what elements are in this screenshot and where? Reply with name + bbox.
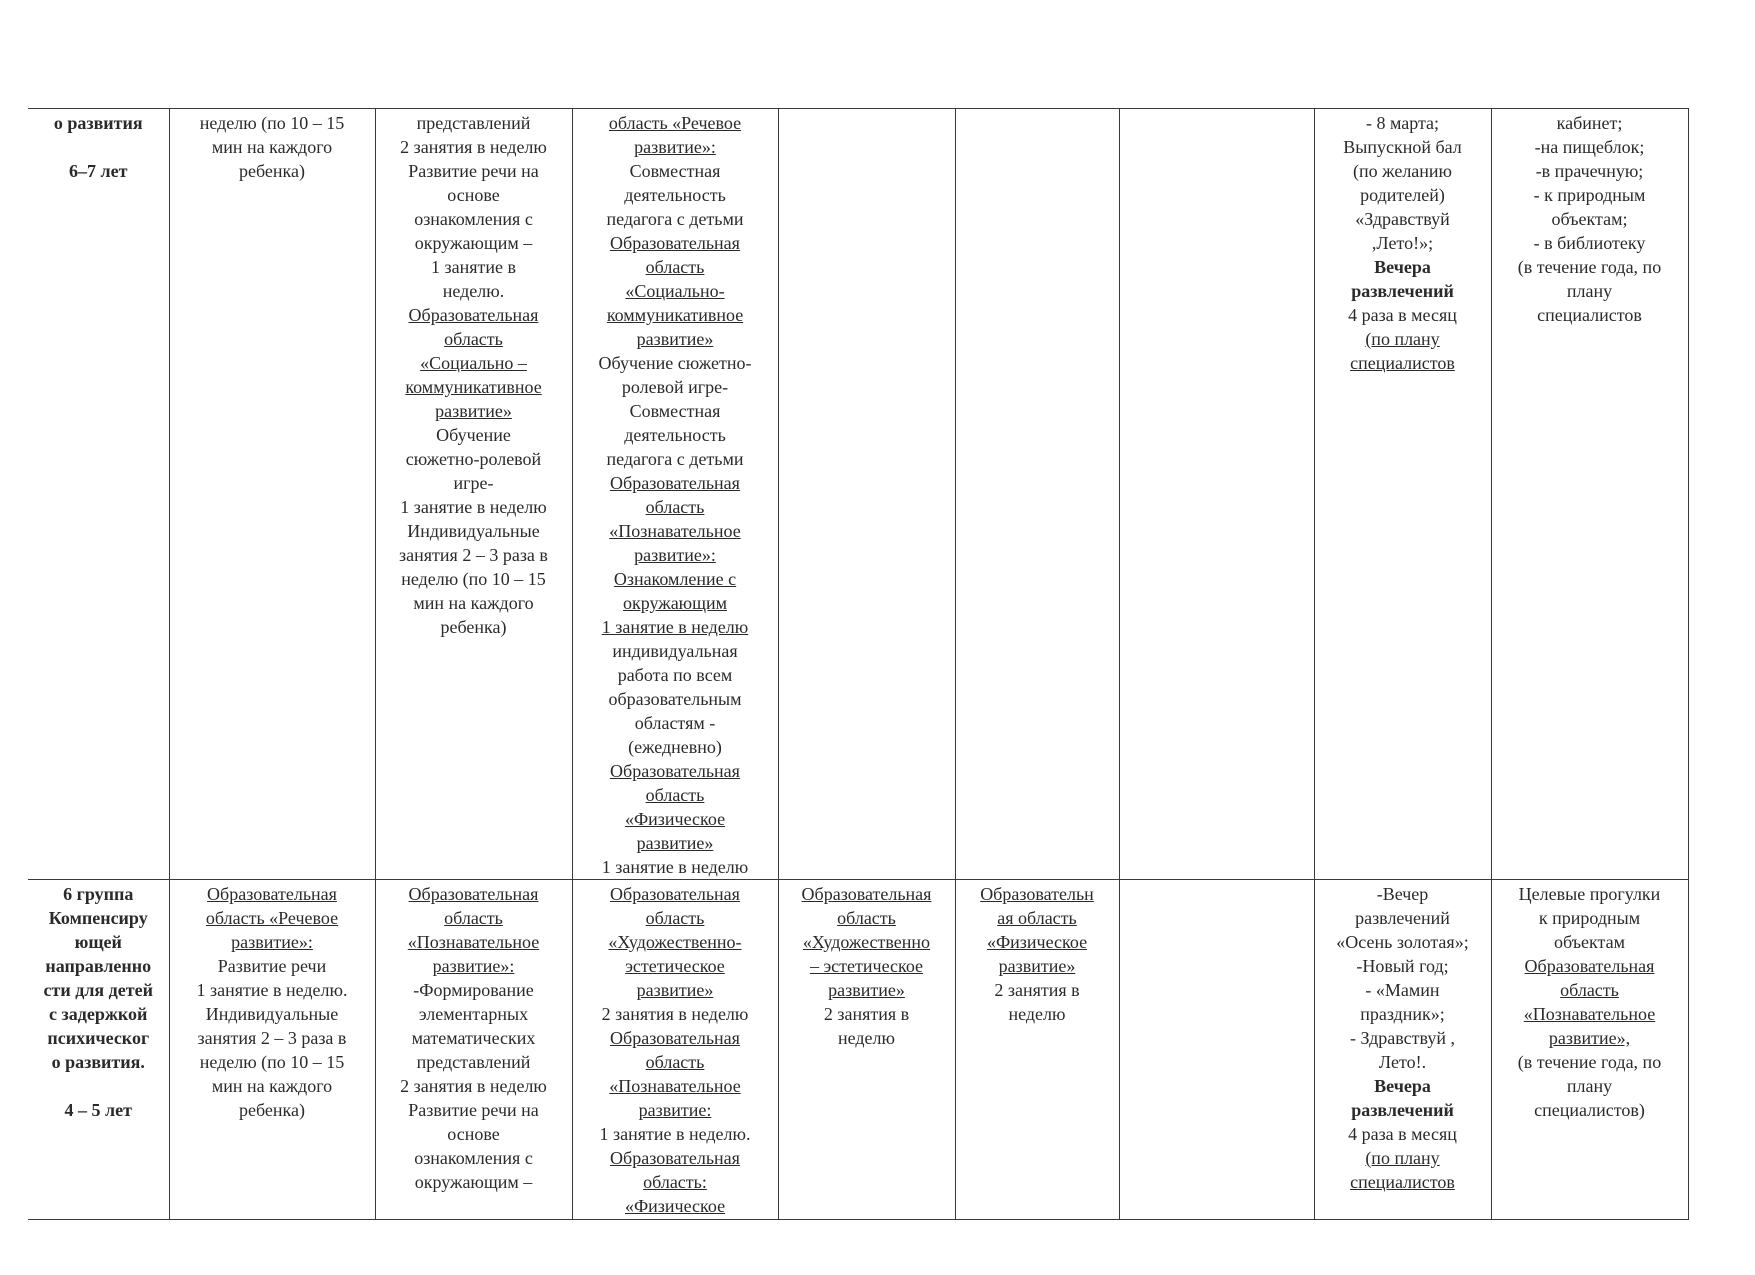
cell-line: 2 занятия в — [823, 1004, 910, 1024]
cell-line: с задержкой — [49, 1004, 148, 1024]
cell-line: Образовательная — [801, 884, 932, 904]
cell-line: Обучение сюжетно- — [598, 353, 752, 373]
cell-line — [32, 1074, 165, 1098]
cell-line: неделю (по 10 – 15 — [199, 113, 345, 133]
cell-line: плану — [1566, 281, 1613, 301]
cell-line: Индивидуальные — [407, 521, 540, 541]
cell-line: 1 занятие в неделю — [601, 617, 749, 637]
cell-line: областям - — [634, 713, 716, 733]
cell-line: Совместная — [629, 161, 721, 181]
cell-line: 1 занятие в неделю. — [196, 980, 348, 1000]
cell-line: неделю. — [442, 281, 505, 301]
cell-line: основе — [447, 185, 500, 205]
cell-line: «Познавательное — [1523, 1004, 1656, 1024]
speech-development-cell — [169, 109, 375, 880]
cell-line: Вечера — [1374, 257, 1431, 277]
cell-line: (ежедневно) — [628, 737, 722, 757]
cell-line: мин на каждого — [413, 593, 534, 613]
cell-line: - 8 марта; — [1365, 113, 1440, 133]
cell-line: развитие: — [638, 1100, 712, 1120]
cell-line: развитие» — [636, 980, 714, 1000]
cell-line: родителей) — [1360, 185, 1445, 205]
cell-line: ознакомления с — [414, 209, 533, 229]
cell-line: деятельность — [624, 425, 726, 445]
cell-line: индивидуальная — [612, 641, 738, 661]
cell-line: Образовательная — [408, 305, 539, 325]
cell-line: мин на каждого — [211, 1076, 333, 1096]
cell-line: Развитие речи на — [408, 1100, 539, 1120]
cell-line: праздник»; — [1360, 1004, 1445, 1024]
cell-line: Образовательная — [610, 761, 740, 781]
cell-line: элементарных — [418, 1004, 529, 1024]
cell-line: развитие» — [435, 401, 512, 421]
cell-line: (по плану — [1365, 329, 1440, 349]
cell-line: «Физическое — [624, 1196, 726, 1216]
cell-line: неделю (по 10 – 15 — [401, 569, 546, 589]
table-cell — [955, 109, 1119, 880]
table-cell — [1119, 109, 1314, 880]
cell-line: область — [645, 257, 705, 277]
cell-line: специалистов) — [1534, 1100, 1645, 1120]
cell-line: к природным — [1538, 908, 1641, 928]
cell-line: педагога с детьми — [606, 449, 744, 469]
cell-line: ,Лето!»; — [1371, 233, 1434, 253]
cell-line: образовательным — [608, 689, 742, 709]
cell-line: развлечений — [1351, 1100, 1454, 1120]
cell-line: ребенка) — [239, 1100, 305, 1120]
cell-line: Лето!. — [1378, 1052, 1427, 1072]
cell-line: 4 раза в месяц — [1348, 1124, 1457, 1144]
cell-line: «Познавательное — [609, 1076, 741, 1096]
cell-line: объектам; — [1551, 209, 1628, 229]
cell-line: -Вечер — [1376, 884, 1429, 904]
cell-line: окружающим – — [414, 1172, 533, 1192]
cell-line: область — [645, 1052, 705, 1072]
cell-line: занятия 2 – 3 раза в — [197, 1028, 347, 1048]
cell-line: о развития. — [51, 1052, 145, 1072]
cell-line: «Познавательное — [407, 932, 540, 952]
excursions-cell — [1491, 880, 1688, 1220]
cell-line: 1 занятие в неделю — [601, 857, 749, 877]
cell-line: (в течение года, по — [1517, 257, 1662, 277]
cell-line: Образовательная — [610, 233, 740, 253]
cell-line: (по плану — [1365, 1148, 1440, 1168]
cell-line: развитие» — [636, 329, 714, 349]
cell-line: «Физическое — [986, 932, 1088, 952]
events-cell — [1314, 109, 1491, 880]
cell-line: «Здравствуй — [1355, 209, 1450, 229]
cell-line: 2 занятия в — [994, 980, 1080, 1000]
cell-line: ющей — [74, 932, 122, 952]
cell-line: Совместная — [629, 401, 721, 421]
cell-line: окружающим — [622, 593, 728, 613]
cell-line: специалистов — [1350, 353, 1455, 373]
cell-line: эстетическое — [625, 956, 725, 976]
cell-line: направленно — [45, 956, 152, 976]
cell-line: представлений — [416, 113, 531, 133]
cell-line: Образовательная — [610, 1148, 740, 1168]
cell-line: – эстетическое — [809, 956, 924, 976]
cell-line: сти для детей — [43, 980, 153, 1000]
cell-line: о развития — [53, 113, 143, 133]
cell-line: сюжетно-ролевой — [405, 449, 542, 469]
cell-line: Образовательная — [408, 884, 539, 904]
cell-line: развитие», — [1548, 1028, 1631, 1048]
cell-line: окружающим – — [414, 233, 533, 253]
cell-line: -на пищеблок; — [1534, 137, 1645, 157]
cell-line: -в прачечную; — [1535, 161, 1644, 181]
table-row — [28, 109, 1688, 880]
cell-line: 2 занятия в неделю — [601, 1004, 749, 1024]
cell-line: специалистов — [1537, 305, 1642, 325]
cell-line: «Осень золотая»; — [1336, 932, 1469, 952]
cell-line: область — [444, 908, 503, 928]
cell-line: коммуникативное — [405, 377, 542, 397]
cell-line: 1 занятие в неделю. — [599, 1124, 751, 1144]
cell-line: область «Речевое — [205, 908, 339, 928]
cell-line: развлечений — [1351, 281, 1454, 301]
cell-line: - в библиотеку — [1533, 233, 1646, 253]
cell-line: «Социально – — [420, 353, 527, 373]
cell-line: «Художественно- — [608, 932, 742, 952]
cell-line: мин на каждого — [211, 137, 333, 157]
cell-line: -Новый год; — [1356, 956, 1449, 976]
cell-line: Образовательная — [1524, 956, 1655, 976]
cell-line: ребенка) — [239, 161, 305, 181]
cell-line: область — [645, 908, 705, 928]
cell-line: «Социально- — [625, 281, 725, 301]
cell-line: -Формирование — [413, 980, 534, 1000]
cell-line: занятия 2 – 3 раза в — [399, 545, 548, 565]
cell-line: развитие»: — [634, 137, 716, 157]
cell-line: Вечера — [1374, 1076, 1431, 1096]
cell-line: «Познавательное — [609, 521, 741, 541]
cell-line: Образовательная — [207, 884, 337, 904]
cell-line: неделю — [1008, 1004, 1066, 1024]
cell-line: Образовательн — [980, 884, 1094, 904]
cell-line: развитие»: — [231, 932, 313, 952]
table-cell — [1119, 880, 1314, 1220]
cell-line: область — [837, 908, 896, 928]
cell-line: плану — [1566, 1076, 1613, 1096]
cell-line: развлечений — [1355, 908, 1450, 928]
cell-line: основе — [447, 1124, 500, 1144]
cell-line: - Здравствуй , — [1350, 1028, 1455, 1048]
cognitive-development-cell — [375, 880, 572, 1220]
cell-line: объектам — [1554, 932, 1625, 952]
cell-line: Развитие речи — [217, 956, 327, 976]
events-cell — [1314, 880, 1491, 1220]
speech-development-cell — [169, 880, 375, 1220]
cognitive-development-cell — [375, 109, 572, 880]
cell-line: область — [444, 329, 503, 349]
cell-line: Выпускной бал — [1343, 137, 1462, 157]
cell-line: работа по всем — [617, 665, 733, 685]
cell-line: 6 группа — [63, 884, 134, 904]
cell-line: неделю (по 10 – 15 — [199, 1052, 345, 1072]
cell-line: область — [645, 497, 705, 517]
cell-line: область «Речевое — [608, 113, 742, 133]
cell-line: Образовательная — [610, 1028, 740, 1048]
cell-line: Компенсиру — [48, 908, 148, 928]
cell-line: Ознакомление с — [613, 569, 737, 589]
cell-line: Образовательная — [610, 884, 740, 904]
cell-line: «Физическое — [624, 809, 726, 829]
excursions-cell — [1491, 109, 1688, 880]
cell-line — [32, 135, 165, 159]
artistic-development-cell — [778, 880, 955, 1220]
cell-line: 2 занятия в неделю — [400, 137, 547, 157]
cell-line: развитие» — [998, 956, 1076, 976]
cell-line: развитие» — [828, 980, 905, 1000]
cell-line: «Художественно — [802, 932, 931, 952]
physical-development-cell — [955, 880, 1119, 1220]
cell-line: 1 занятие в неделю — [400, 497, 547, 517]
cell-line: Развитие речи на — [408, 161, 539, 181]
cell-line: игре- — [453, 473, 494, 493]
cell-line: представлений — [416, 1052, 531, 1072]
cell-line: 4 раза в месяц — [1348, 305, 1457, 325]
cell-line: Образовательная — [610, 473, 740, 493]
cell-line: деятельность — [624, 185, 726, 205]
cell-line: область — [1560, 980, 1619, 1000]
cell-line: Обучение — [436, 425, 511, 445]
cell-line: область — [645, 785, 705, 805]
cell-line: - «Мамин — [1365, 980, 1440, 1000]
table-row — [28, 880, 1688, 1220]
cell-line: ребенка) — [440, 617, 507, 637]
cell-line: развитие»: — [634, 545, 716, 565]
cell-line: специалистов — [1350, 1172, 1455, 1192]
cell-line: педагога с детьми — [606, 209, 744, 229]
artistic-development-cell — [572, 880, 778, 1220]
cell-line: психическог — [47, 1028, 150, 1048]
cell-line: область: — [643, 1172, 707, 1192]
cell-line: Целевые прогулки — [1518, 884, 1661, 904]
group-cell — [28, 880, 169, 1220]
cell-line: развитие»: — [432, 956, 515, 976]
cell-line: 6–7 лет — [69, 161, 128, 181]
group-cell — [28, 109, 169, 880]
cell-line: математических — [411, 1028, 536, 1048]
cell-line: (по желанию — [1353, 161, 1452, 181]
cell-line: Индивидуальные — [205, 1004, 339, 1024]
cell-line: ролевой игре- — [621, 377, 729, 397]
table-cell — [778, 109, 955, 880]
cell-line: неделю — [838, 1028, 895, 1048]
cell-line: 2 занятия в неделю — [400, 1076, 547, 1096]
cell-line: коммуникативное — [606, 305, 744, 325]
cell-line: - к природным — [1533, 185, 1646, 205]
cell-line: 1 занятие в — [431, 257, 516, 277]
cell-line: развитие» — [636, 833, 714, 853]
cell-line: 4 – 5 лет — [64, 1100, 132, 1120]
cell-line: (в течение года, по — [1517, 1052, 1662, 1072]
cell-line: кабинет; — [1556, 113, 1623, 133]
joint-activity-cell — [572, 109, 778, 880]
cell-line: ознакомления с — [414, 1148, 533, 1168]
cell-line: ая область — [997, 908, 1077, 928]
schedule-table — [28, 108, 1689, 1220]
